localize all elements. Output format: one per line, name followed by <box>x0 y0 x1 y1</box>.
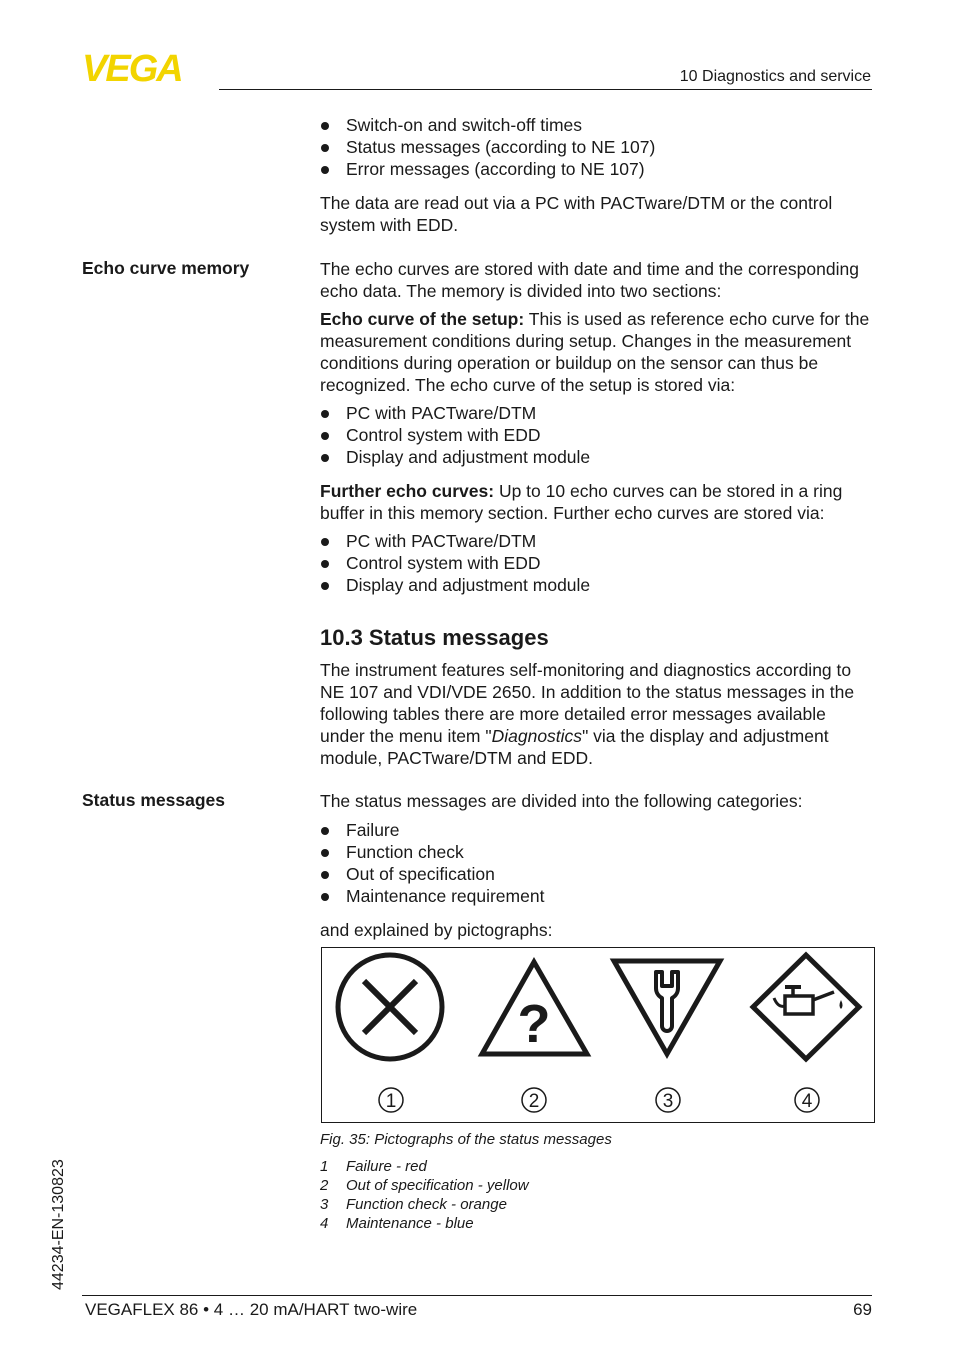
legend-item: 1 Failure - red <box>320 1158 427 1175</box>
list-item: PC with PACTware/DTM <box>320 530 875 552</box>
section-p1-italic: Diagnostics <box>491 726 583 746</box>
status-paragraph: The status messages are divided into the following categories: <box>320 791 803 811</box>
list-item: Display and adjustment module <box>320 446 875 468</box>
echo-further-text: Up to 10 echo curves can be stored in a ring buffer in this memory section. Further echo curves are stored via: <box>320 481 843 523</box>
echo-further-label: Further echo curves: <box>320 481 495 501</box>
pictograph-number: 4 <box>801 1091 813 1112</box>
header-rule <box>219 89 872 90</box>
echo-setup-paragraph <box>320 308 875 396</box>
section-heading: 10.3 Status messages <box>320 625 549 650</box>
side-label-echo: Echo curve memory <box>82 258 250 278</box>
list-item: Control system with EDD <box>320 424 875 446</box>
list-item: Failure <box>320 819 875 841</box>
legend-item: 4 Maintenance - blue <box>320 1215 474 1232</box>
out-of-specification-icon <box>482 962 587 1054</box>
pictograph-number: 3 <box>662 1091 674 1112</box>
list-item: PC with PACTware/DTM <box>320 402 875 424</box>
pictograph-number: 1 <box>385 1091 397 1112</box>
echo-further-paragraph <box>320 480 875 524</box>
list-item: Display and adjustment module <box>320 574 875 596</box>
failure-icon <box>338 955 442 1059</box>
vega-logo <box>82 52 212 84</box>
list-item: Maintenance requirement <box>320 885 875 907</box>
function-check-icon <box>614 961 720 1054</box>
echo-setup-text: This is used as reference echo curve for the measurement conditions during setup. Changes in the measurement conditions during operation or buildup on the sensor can thus be recognized. The echo curve of the setup is stored via: <box>320 309 870 395</box>
footer-rule <box>82 1295 872 1296</box>
header-section-title: 10 Diagnostics and service <box>679 68 871 85</box>
maintenance-icon <box>753 955 859 1059</box>
pictograph-number-1 <box>379 1088 403 1112</box>
echo-setup-list <box>320 402 875 468</box>
status-after: and explained by pictographs: <box>320 920 553 940</box>
figure-legend <box>320 1157 529 1233</box>
list-item: Out of specification <box>320 863 875 885</box>
section-p1-end: " via the display and adjustment module, PACTware/DTM and EDD. <box>320 726 829 768</box>
section-p1: The instrument features self-monitoring and diagnostics according to NE 107 and VDI/VDE 2650. In addition to the status messages in the following tables there are more detailed error messages available under the menu item " <box>320 660 855 746</box>
list-item: Function check <box>320 841 875 863</box>
list-item: Control system with EDD <box>320 552 875 574</box>
pictograph-number-4 <box>795 1088 819 1112</box>
pictograph-figure <box>321 947 875 1123</box>
section-paragraph <box>320 659 875 769</box>
echo-setup-label: Echo curve of the setup: <box>320 309 525 329</box>
legend-item: 3 Function check - orange <box>320 1196 507 1213</box>
vega-logo-text: VEGA <box>82 52 182 84</box>
legend-item: 2 Out of specification - yellow <box>320 1177 529 1194</box>
footer-product: VEGAFLEX 86 • 4 … 20 mA/HART two-wire <box>85 1300 418 1319</box>
figure-caption: Fig. 35: Pictographs of the status messages <box>320 1131 612 1148</box>
pictograph-number-2 <box>522 1088 546 1112</box>
document-code: 44234-EN-130823 <box>50 1159 67 1290</box>
echo-paragraph: The echo curves are stored with date and time and the corresponding echo data. The memory is divided into two sections: <box>320 259 859 301</box>
intro-paragraph: The data are read out via a PC with PACTware/DTM or the control system with EDD. <box>320 193 833 235</box>
side-label-status: Status messages <box>82 790 225 810</box>
list-item: Status messages (according to NE 107) <box>320 136 875 158</box>
question-mark: ? <box>517 994 551 1054</box>
pictographs <box>322 948 874 1122</box>
pictograph-number-3 <box>656 1088 680 1112</box>
status-list <box>320 819 875 907</box>
page-number: 69 <box>853 1300 872 1319</box>
list-item: Error messages (according to NE 107) <box>320 158 875 180</box>
echo-further-list <box>320 530 875 596</box>
list-item: Switch-on and switch-off times <box>320 114 875 136</box>
pictograph-number: 2 <box>528 1091 540 1112</box>
intro-list <box>320 114 875 180</box>
